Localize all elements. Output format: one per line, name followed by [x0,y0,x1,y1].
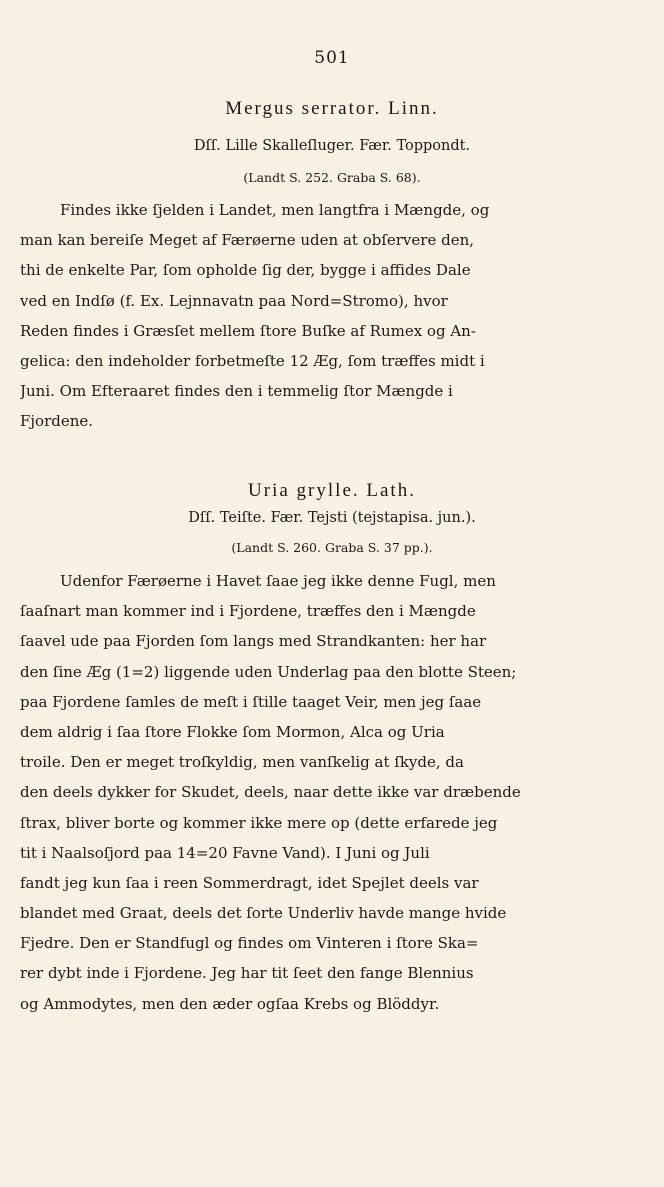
text-line: ſtrax, bliver borte og kommer ikke mere op (dette erfarede jeg [20,813,498,832]
species-text-mergus [20,195,642,437]
text-line: Udenfor Færøerne i Havet ſaae jeg ikke denne Fugl, men [60,572,496,590]
text-line: Juni. Om Efteraaret findes den i temmelig ſtor Mængde i [20,382,453,401]
text-line: tit i Naalsoſjord paa 14=20 Favne Vand). I Juni og Juli [20,843,430,862]
text-line: rer dybt inde i Fjordene. Jeg har tit ſeet den fange Blennius [20,964,474,983]
species-names-mergus: Dſſ. Lille Skalleſluger. Fær. Toppondt. [193,138,471,154]
page-number: 501 [314,48,350,68]
text-line: man kan bereiſe Meget af Færøerne uden at obſervere den, [20,231,475,250]
species-names-uria: Dſſ. Teiſte. Fær. Tejsti (tejstapisa. jun.). [188,510,476,526]
text-line: den ſine Æg (1=2) liggende uden Underlag paa den blotte Steen; [20,662,517,681]
text-line: Findes ikke ſjelden i Landet, men langtfra i Mængde, og [60,201,490,219]
text-line: paa Fjordene ſamles de meſt i ſtille taaget Veir, men jeg ſaae [20,692,482,711]
text-line: dem aldrig i ſaa ſtore Flokke ſom Mormon, Alca og Uria [20,722,445,741]
species-heading-uria: Uria grylle. Lath. [248,480,416,501]
text-line: gelica: den indeholder forbetmeſte 12 Æg, ſom træffes midt i [20,351,485,370]
text-line: troile. Den er meget troſkyldig, men vanſkelig at ſkyde, da [20,753,464,772]
text-line: Fjordene. [20,412,94,431]
text-line: ſaavel ude paa Fjorden ſom langs med Strandkanten: her har [20,632,487,651]
text-line: Fjedre. Den er Standfugl og findes om Vinteren i ſtore Ska= [20,934,479,953]
text-line: og Ammodytes, men den æder ogſaa Krebs og Blöddyr. [20,994,440,1013]
species-refs-mergus: (Landt S. 252. Graba S. 68). [243,170,421,185]
text-line: thi de enkelte Par, ſom opholde ſig der, bygge i affides Dale [20,261,471,280]
text-line: ved en Indſø (f. Ex. Lejnnavatn paa Nord=Stromo), hvor [20,291,448,310]
text-line: den deels dykker for Skudet, deels, naar dette ikke var dræbende [20,783,521,802]
text-line: ſaaſnart man kommer ind i Fjordene, træffes den i Mængde [20,602,476,621]
species-refs-uria: (Landt S. 260. Graba S. 37 pp.). [231,540,433,555]
text-line: blandet med Graat, deels det ſorte Underliv havde mange hvide [20,904,507,923]
species-text-uria [20,566,642,1019]
species-heading-mergus: Mergus serrator. Linn. [225,98,439,119]
text-line: Reden findes i Græsſet mellem ſtore Buſke af Rumex og An- [20,321,476,340]
text-line: fandt jeg kun ſaa i reen Sommerdragt, idet Spejlet deels var [20,873,479,892]
